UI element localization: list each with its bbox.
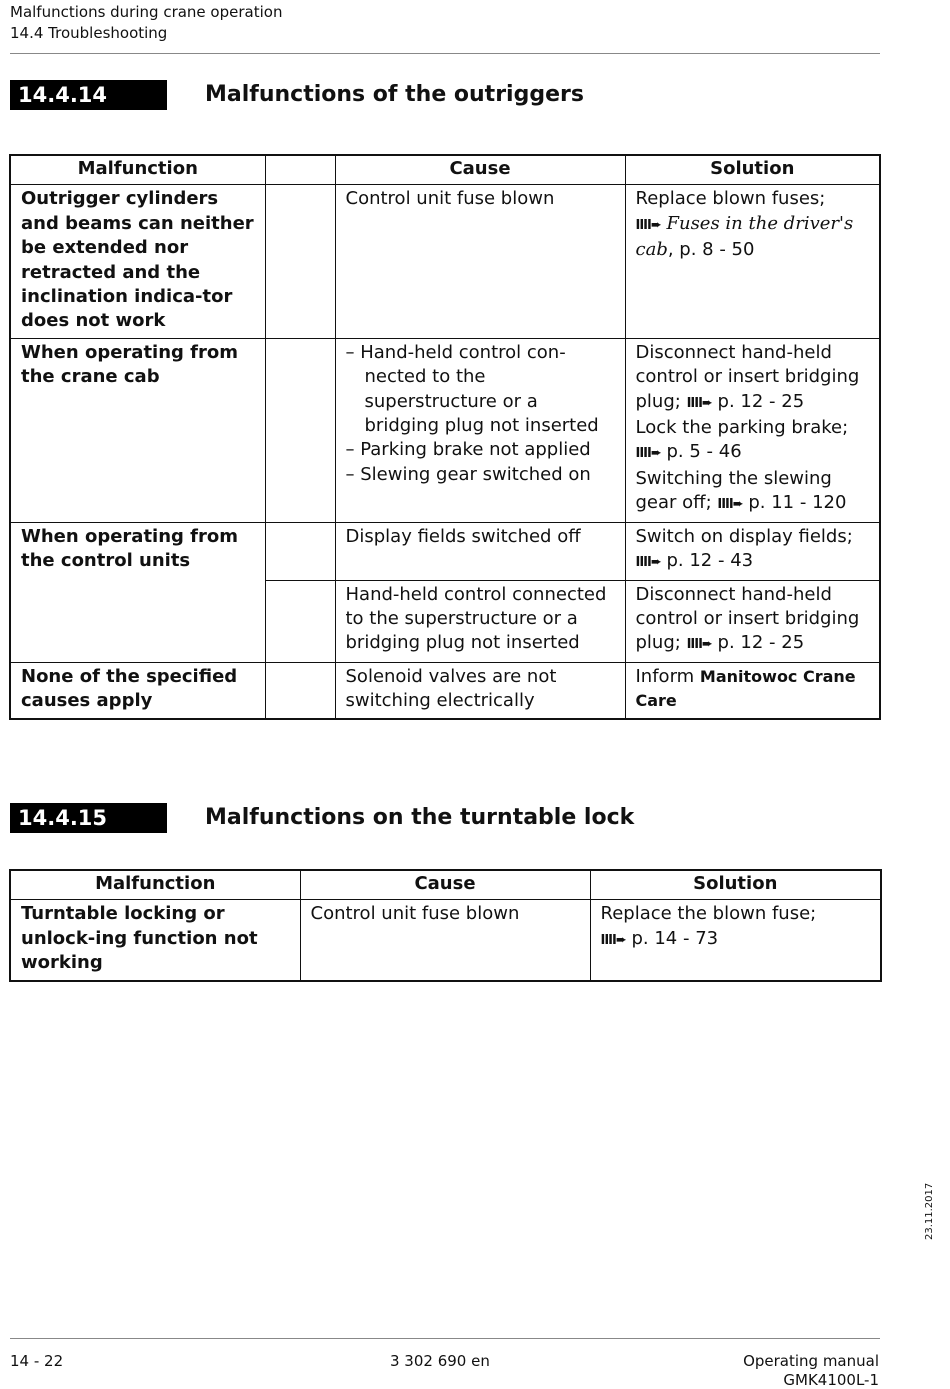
header-chapter: Malfunctions during crane operation: [10, 3, 283, 21]
manual-model: GMK4100L-1: [783, 1371, 879, 1389]
cross-reference-arrow-icon: IIII➨: [635, 555, 661, 571]
solution-text: Switching the slewing gear off;: [635, 467, 832, 514]
blank-cell: [265, 185, 335, 338]
cross-reference-page[interactable]: p. 12 - 25: [717, 632, 805, 654]
solution-text: Disconnect hand-held control or insert bridging plug;: [635, 583, 860, 654]
section-number: 14.4.15: [10, 803, 167, 833]
header-section: 14.4 Troubleshooting: [10, 24, 168, 42]
cross-reference-page[interactable]: p. 12 - 43: [666, 550, 754, 572]
footer-rule: [10, 1338, 880, 1339]
cross-reference-arrow-icon: IIII➨: [686, 395, 712, 411]
cross-reference-arrow-icon: IIII➨: [600, 932, 626, 948]
header-rule: [10, 53, 880, 54]
column-header-solution: Solution: [590, 870, 881, 900]
cause-cell: [335, 338, 625, 522]
solution-cell: [625, 662, 880, 719]
malfunction-cell: None of the specified causes apply: [10, 662, 265, 719]
table-row: [10, 185, 880, 338]
cross-reference-arrow-icon: IIII➨: [635, 446, 661, 462]
revision-date: 23.11.2017: [924, 1182, 935, 1240]
solution-cell: [625, 580, 880, 662]
malfunction-cell: When operating from the control units: [10, 522, 265, 662]
manual-title: Operating manual: [743, 1352, 879, 1370]
cross-reference-title[interactable]: Fuses in the driver's cab: [635, 212, 854, 261]
solution-cell: [625, 185, 880, 338]
blank-cell: [265, 580, 335, 662]
section-title: Malfunctions on the turntable lock: [205, 805, 635, 830]
section-title: Malfunctions of the outriggers: [205, 82, 584, 107]
column-header-blank: [265, 155, 335, 185]
cross-reference-page[interactable]: , p. 8 - 50: [667, 239, 755, 261]
cross-reference-arrow-icon: IIII➨: [717, 497, 743, 513]
solution-cell: [625, 522, 880, 580]
outrigger-malfunction-table: [9, 154, 881, 720]
cross-reference-page[interactable]: p. 14 - 73: [631, 927, 719, 949]
column-header-malfunction: Malfunction: [10, 870, 300, 900]
cross-reference-arrow-icon: IIII➨: [635, 217, 661, 233]
cause-cell: Solenoid valves are not switching electrically: [335, 662, 625, 719]
document-number: 3 302 690 en: [390, 1352, 490, 1370]
malfunction-cell: When operating from the crane cab: [10, 338, 265, 522]
cross-reference-arrow-icon: IIII➨: [686, 637, 712, 653]
solution-cell: [625, 338, 880, 522]
solution-text: Switch on display fields;: [635, 525, 853, 547]
column-header-cause: Cause: [300, 870, 590, 900]
solution-cell: [590, 900, 881, 981]
blank-cell: [265, 662, 335, 719]
solution-text: Inform: [635, 665, 695, 687]
cross-reference-page[interactable]: p. 12 - 25: [717, 390, 805, 412]
cause-cell: Control unit fuse blown: [300, 900, 590, 981]
table-header-row: [10, 870, 881, 900]
cause-list-item: – Slewing gear switched on: [346, 463, 617, 487]
cause-cell: Hand-held control connected to the superstructure or a bridging plug not inserted: [335, 580, 625, 662]
solution-text: Replace the blown fuse;: [600, 903, 817, 925]
malfunction-cell: Turntable locking or unlock-ing function not working: [10, 900, 300, 981]
page-number: 14 - 22: [10, 1352, 64, 1370]
cause-cell: Control unit fuse blown: [335, 185, 625, 338]
turntable-lock-malfunction-table: [9, 869, 882, 982]
table-header-row: [10, 155, 880, 185]
cause-list-item: – Hand-held control con-nected to the superstructure or a bridging plug not inserted: [346, 341, 617, 439]
solution-text: Replace blown fuses;: [635, 188, 826, 210]
solution-text: Lock the parking brake;: [635, 417, 849, 439]
brand-name: Manitowoc Crane Care: [635, 666, 856, 711]
table-row: [10, 662, 880, 719]
cross-reference-page[interactable]: p. 11 - 120: [748, 492, 847, 514]
section-number: 14.4.14: [10, 80, 167, 110]
cause-list-item: – Parking brake not applied: [346, 438, 617, 462]
malfunction-cell: Outrigger cylinders and beams can neither be extended nor retracted and the inclination indica-tor does not work: [10, 185, 265, 338]
solution-text: Disconnect hand-held control or insert bridging plug;: [635, 341, 860, 412]
column-header-cause: Cause: [335, 155, 625, 185]
column-header-malfunction: Malfunction: [10, 155, 265, 185]
column-header-solution: Solution: [625, 155, 880, 185]
cause-cell: Display fields switched off: [335, 522, 625, 580]
table-row: [10, 522, 880, 580]
table-row: [10, 900, 881, 981]
cross-reference-page[interactable]: p. 5 - 46: [666, 441, 742, 463]
table-row: [10, 338, 880, 522]
blank-cell: [265, 522, 335, 580]
blank-cell: [265, 338, 335, 522]
